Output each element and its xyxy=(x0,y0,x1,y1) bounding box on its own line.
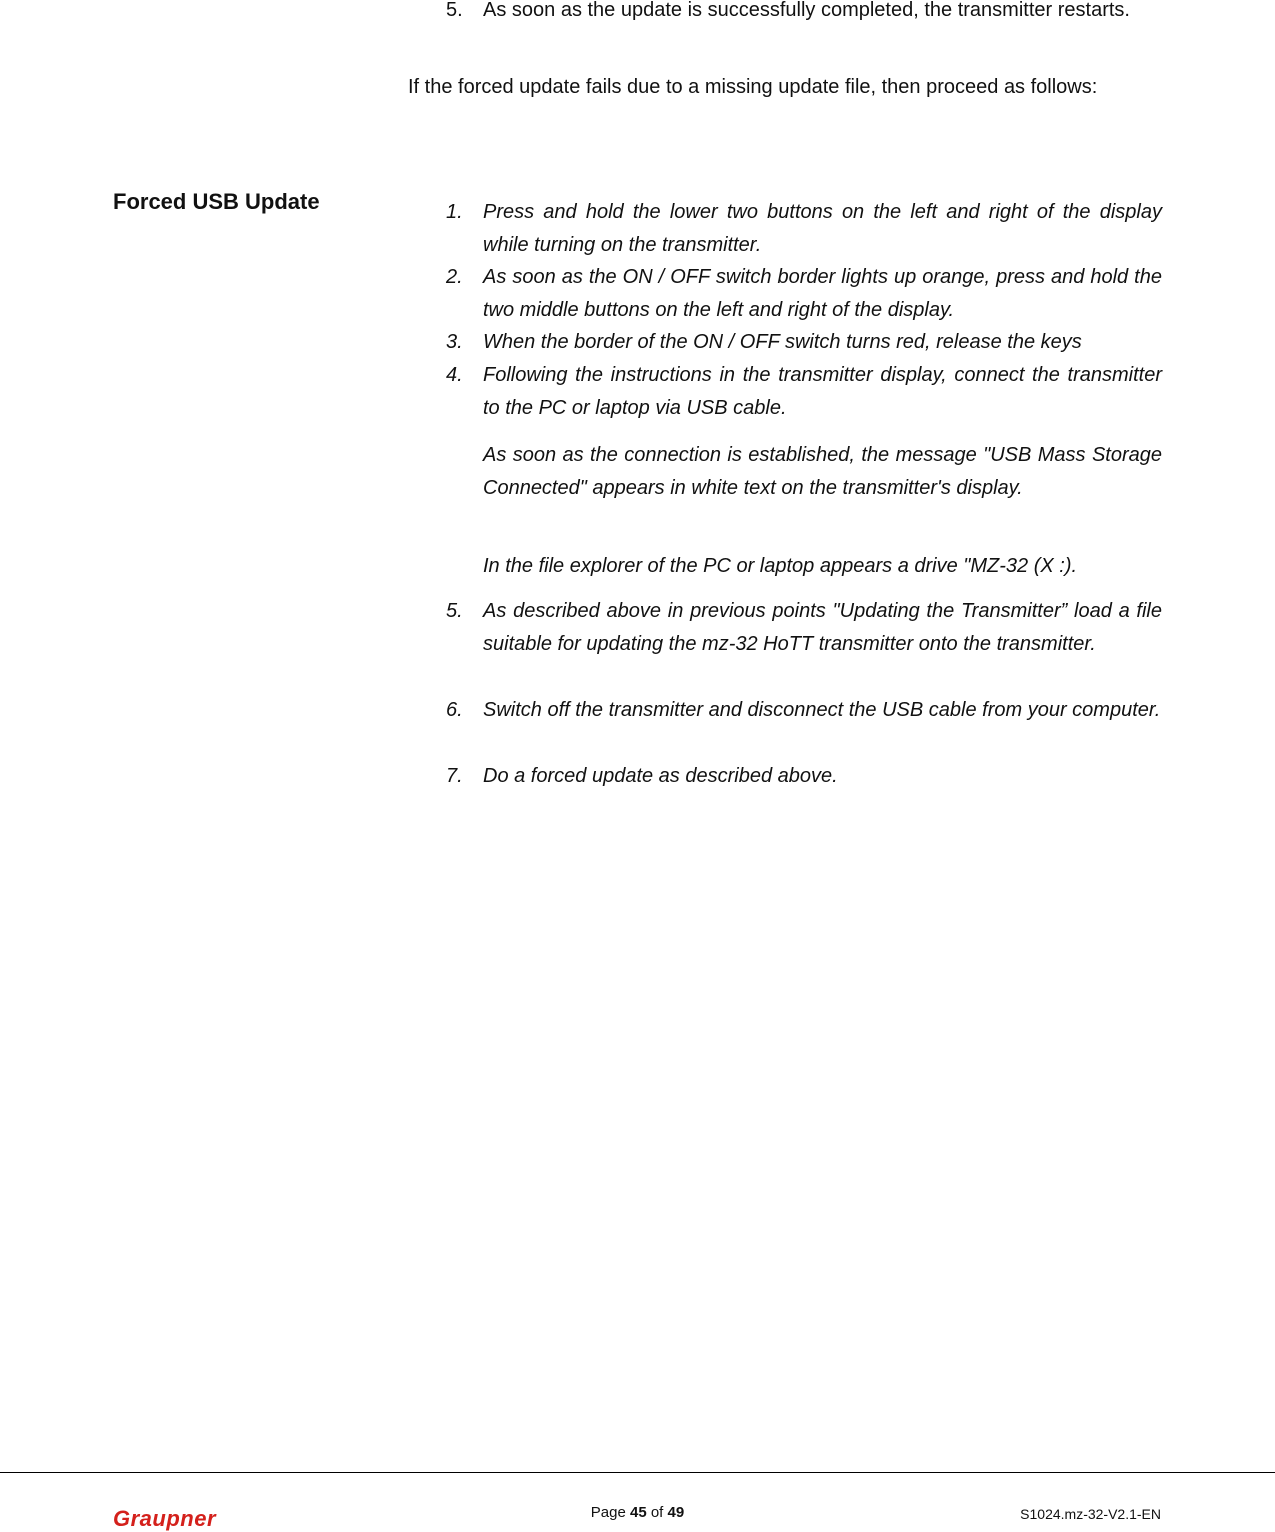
footer-divider xyxy=(0,1472,1275,1473)
list-text: Do a forced update as described above. xyxy=(483,765,838,787)
list-number: 3. xyxy=(446,331,463,353)
page-total: 49 xyxy=(667,1504,685,1521)
list-number: 1. xyxy=(446,201,463,223)
page-prefix: Page xyxy=(590,1504,630,1521)
list-text: When the border of the ON / OFF switch turns red, release the keys xyxy=(483,331,1082,353)
list-number: 5. xyxy=(446,600,463,622)
list-text: Switch off the transmitter and disconnect the USB cable from your computer. xyxy=(483,699,1161,721)
list-text: As soon as the update is successfully completed, the transmitter restarts. xyxy=(483,0,1130,21)
list-number: 7. xyxy=(446,765,463,787)
list-text: Press and hold the lower two buttons on the left and right of the display while turning on the transmitter. xyxy=(483,201,1162,256)
document-id: S1024.mz-32-V2.1-EN xyxy=(1020,1506,1161,1522)
step-4-note-drive: In the file explorer of the PC or laptop appears a drive "MZ-32 (X :). xyxy=(483,555,1078,577)
list-text: As soon as the ON / OFF switch border lights up orange, press and hold the two middle buttons on the left and right of the display. xyxy=(483,266,1162,321)
step-4-note-connection: As soon as the connection is established, the message "USB Mass Storage Connected" appears in white text on the transmitter's display. xyxy=(483,444,1162,499)
list-text: Following the instructions in the transmitter display, connect the transmitter to the PC or laptop via USB cable. xyxy=(483,364,1162,419)
list-number: 5. xyxy=(446,0,463,21)
graupner-logo: Graupner xyxy=(113,1506,217,1531)
page-of: of xyxy=(646,1504,668,1521)
intro-paragraph: If the forced update fails due to a missing update file, then proceed as follows: xyxy=(408,76,1098,98)
page-current: 45 xyxy=(629,1504,647,1521)
list-number: 2. xyxy=(446,266,463,288)
list-text: As described above in previous points "Updating the Transmitter” load a file suitable for updating the mz-32 HoTT transmitter onto the transmitter. xyxy=(483,600,1162,655)
section-heading: Forced USB Update xyxy=(113,189,320,214)
list-number: 4. xyxy=(446,364,463,386)
list-number: 6. xyxy=(446,699,463,721)
